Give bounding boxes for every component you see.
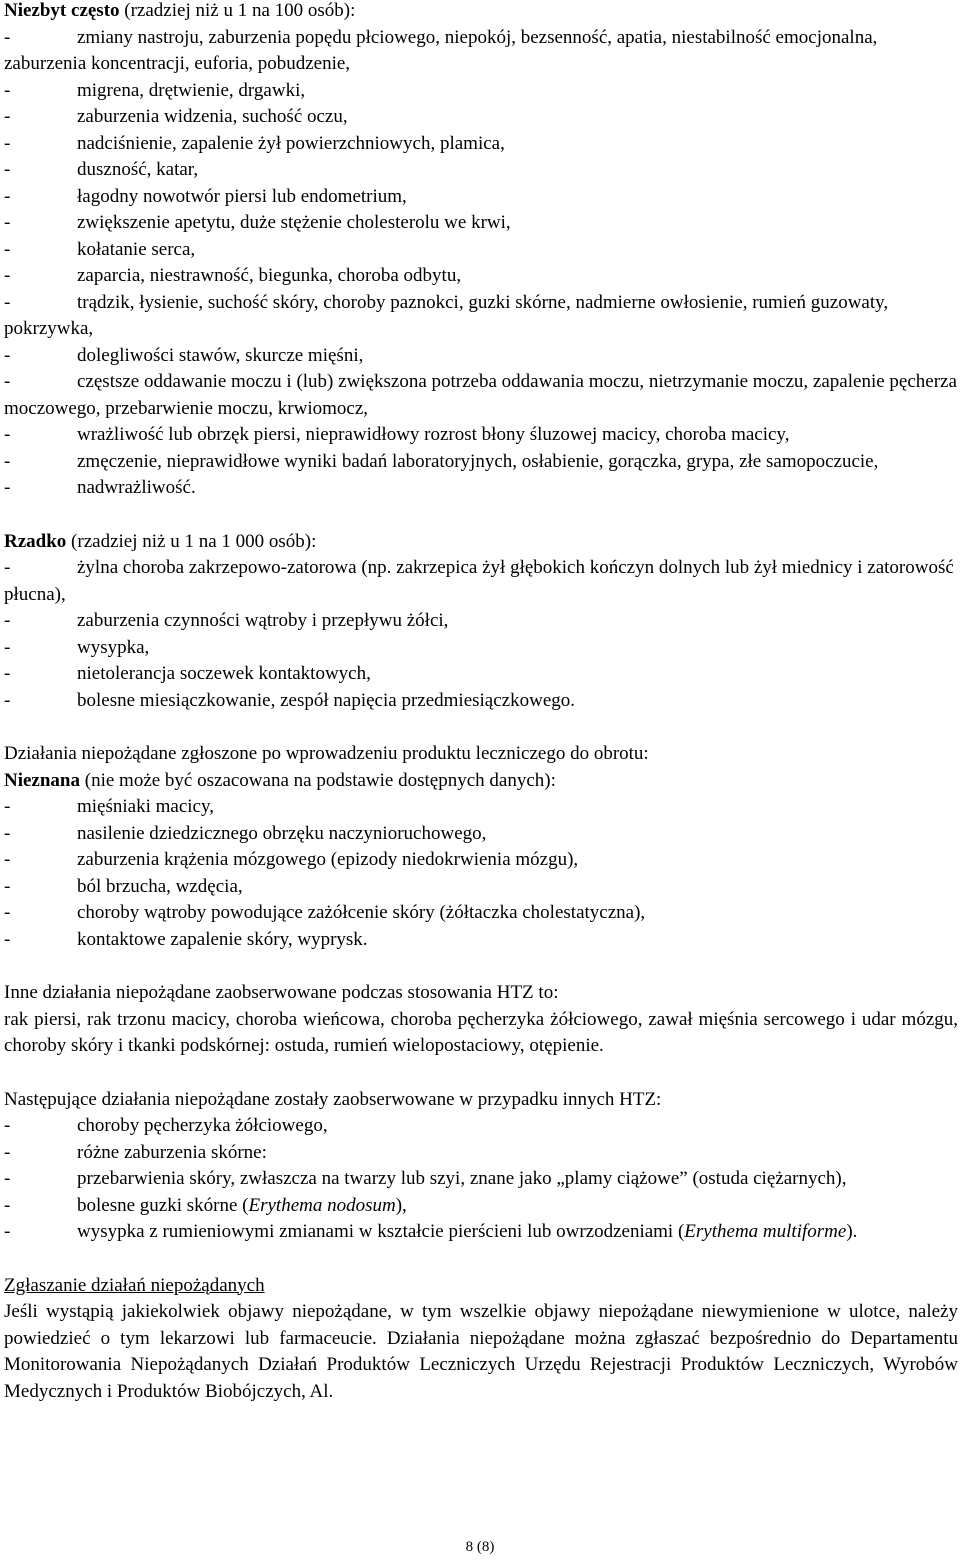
list-item-text: kontaktowe zapalenie skóry, wyprysk.	[77, 928, 368, 950]
list-item: - migrena, drętwienie, drgawki,	[4, 79, 306, 101]
effects-list	[4, 794, 958, 953]
section-reporting	[4, 1273, 958, 1406]
list-item-text: zaburzenia widzenia, suchość oczu,	[77, 106, 348, 127]
section-heading	[4, 768, 958, 795]
list-item-text: nadwrażliwość.	[77, 477, 196, 498]
frequency-desc: (rzadziej niż u 1 na 1 000 osób):	[66, 530, 317, 552]
section-uncommon	[4, 0, 958, 502]
list-item-text: duszność, katar,	[77, 159, 199, 180]
list-item: - duszność, katar,	[4, 159, 199, 180]
list-item-text: wrażliwość lub obrzęk piersi, nieprawidłowy rozrost błony śluzowej macicy, choroba macicy,	[77, 424, 790, 445]
list-item: - choroby wątroby powodujące zażółcenie skóry (żółtaczka cholestatyczna),	[4, 902, 646, 923]
section-other-htz	[4, 1087, 958, 1246]
list-item: - łagodny nowotwór piersi lub endometrium,	[4, 185, 407, 207]
list-item: - częstsze oddawanie moczu i (lub) zwiększona potrzeba oddawania moczu, nietrzymanie moczu, zapalenie pęcherza moczowego, przebarwienie moczu, krwiomocz,	[4, 371, 957, 419]
list-item: - wysypka z rumieniowymi zmianami w kształcie pierścieni lub owrzodzeniami (Erythema multiforme).	[4, 1221, 858, 1242]
list-item: - zaburzenia czynności wątroby i przepływu żółci,	[4, 610, 449, 631]
list-item-text: nasilenie dziedzicznego obrzęku naczynioruchowego,	[77, 822, 487, 844]
list-item: - wrażliwość lub obrzęk piersi, nieprawidłowy rozrost błony śluzowej macicy, choroba macicy,	[4, 424, 790, 445]
frequency-label: Rzadko	[4, 530, 67, 552]
section-heading	[4, 0, 958, 25]
list-item: - różne zaburzenia skórne:	[4, 1141, 267, 1163]
list-item: - ból brzucha, wzdęcia,	[4, 875, 243, 897]
list-item: - bolesne guzki skórne (Erythema nodosum),	[4, 1194, 407, 1216]
effects-list	[4, 555, 958, 714]
page-number: 8 (8)	[465, 1539, 495, 1555]
list-item-text: żylna choroba zakrzepowo-zatorowa (np. zakrzepica żył głębokich kończyn dolnych lub żył miednicy i zatorowość płucna),	[4, 557, 954, 605]
list-item-text: mięśniaki macicy,	[77, 796, 214, 817]
section-heading: Zgłaszanie działań niepożądanych	[4, 1274, 265, 1296]
frequency-desc: (rzadziej niż u 1 na 100 osób):	[119, 0, 356, 21]
list-item: - trądzik, łysienie, suchość skóry, choroby paznokci, guzki skórne, nadmierne owłosienie, rumień guzowaty, pokrzywka,	[4, 291, 889, 339]
section-text: rak piersi, rak trzonu macicy, choroba wieńcowa, choroba pęcherzyka żółciowego, zawał mięśnia sercowego i udar mózgu, choroby skóry i tkanki podskórnej: ostuda, rumień wielopostaciowy, otępienie.	[4, 1008, 958, 1056]
list-item-text: nietolerancja soczewek kontaktowych,	[77, 663, 371, 684]
list-item: - bolesne miesiączkowanie, zespół napięcia przedmiesiączkowego.	[4, 689, 576, 711]
document-page	[4, 0, 958, 1405]
section-rare	[4, 529, 958, 715]
list-item-text: zmiany nastroju, zaburzenia popędu płciowego, niepokój, bezsenność, apatia, niestabilność emocjonalna, zaburzenia koncentracji, euforia, pobudzenie,	[4, 26, 878, 74]
list-item: - zmęczenie, nieprawidłowe wyniki badań laboratoryjnych, osłabienie, gorączka, grypa, złe samopoczucie,	[4, 450, 879, 472]
section-intro: Działania niepożądane zgłoszone po wprowadzeniu produktu leczniczego do obrotu:	[4, 743, 649, 764]
list-item-text: częstsze oddawanie moczu i (lub) zwiększona potrzeba oddawania moczu, nietrzymanie moczu, zapalenie pęcherza moczowego, przebarwienie moczu, krwiomocz,	[4, 371, 957, 419]
list-item: - nadciśnienie, zapalenie żył powierzchniowych, plamica,	[4, 132, 505, 154]
list-item-text: łagodny nowotwór piersi lub endometrium,	[77, 185, 407, 207]
list-item-text: zaburzenia czynności wątroby i przepływu żółci,	[77, 610, 449, 631]
section-intro: Inne działania niepożądane zaobserwowane podczas stosowania HTZ to:	[4, 982, 559, 1003]
effects-list	[4, 25, 958, 502]
list-item: - przebarwienia skóry, zwłaszcza na twarzy lub szyi, znane jako „plamy ciążowe” (ostuda ciężarnych),	[4, 1168, 847, 1189]
list-item-text: zmęczenie, nieprawidłowe wyniki badań laboratoryjnych, osłabienie, gorączka, grypa, złe samopoczucie,	[77, 450, 879, 472]
list-item-text: wysypka,	[77, 636, 150, 658]
section-post-marketing	[4, 741, 958, 953]
section-heading	[4, 529, 958, 556]
section-htz	[4, 980, 958, 1060]
list-item: - nasilenie dziedzicznego obrzęku naczynioruchowego,	[4, 822, 487, 844]
latin-term: Erythema multiforme	[684, 1221, 847, 1242]
list-item-text: zaburzenia krążenia mózgowego (epizody niedokrwienia mózgu),	[77, 849, 579, 870]
list-item: - żylna choroba zakrzepowo-zatorowa (np. zakrzepica żył głębokich kończyn dolnych lub żył miednicy i zatorowość płucna),	[4, 557, 954, 605]
frequency-label: Niezbyt często	[4, 0, 120, 21]
list-item-text: kołatanie serca,	[77, 238, 196, 260]
list-item-text: nadciśnienie, zapalenie żył powierzchniowych, plamica,	[77, 132, 505, 154]
list-item: - zaparcia, niestrawność, biegunka, choroba odbytu,	[4, 265, 462, 286]
list-item-text: trądzik, łysienie, suchość skóry, choroby paznokci, guzki skórne, nadmierne owłosienie, rumień guzowaty, pokrzywka,	[4, 291, 889, 339]
list-item: - dolegliwości stawów, skurcze mięśni,	[4, 344, 364, 366]
frequency-desc: (nie może być oszacowana na podstawie dostępnych danych):	[80, 769, 556, 791]
list-item-text: bolesne miesiączkowanie, zespół napięcia przedmiesiączkowego.	[77, 689, 576, 711]
list-item: - wysypka,	[4, 636, 150, 658]
list-item: - nadwrażliwość.	[4, 477, 196, 498]
list-item-text: zwiększenie apetytu, duże stężenie cholesterolu we krwi,	[77, 212, 511, 233]
list-item-text: migrena, drętwienie, drgawki,	[77, 79, 306, 101]
list-item: - kontaktowe zapalenie skóry, wyprysk.	[4, 928, 368, 950]
list-item-text: dolegliwości stawów, skurcze mięśni,	[77, 344, 364, 366]
list-item: - mięśniaki macicy,	[4, 796, 214, 817]
list-item-text: zaparcia, niestrawność, biegunka, choroba odbytu,	[77, 265, 462, 286]
list-item: - zmiany nastroju, zaburzenia popędu płciowego, niepokój, bezsenność, apatia, niestabilność emocjonalna, zaburzenia koncentracji, euforia, pobudzenie,	[4, 26, 878, 74]
frequency-label: Nieznana	[4, 769, 80, 791]
list-item: - nietolerancja soczewek kontaktowych,	[4, 663, 371, 684]
list-item: - zaburzenia krążenia mózgowego (epizody niedokrwienia mózgu),	[4, 849, 579, 870]
list-item-text: ból brzucha, wzdęcia,	[77, 875, 243, 897]
section-intro: Następujące działania niepożądane zostały zaobserwowane w przypadku innych HTZ:	[4, 1088, 662, 1110]
list-item: - zaburzenia widzenia, suchość oczu,	[4, 106, 348, 127]
section-text: Jeśli wystąpią jakiekolwiek objawy niepożądane, w tym wszelkie objawy niepożądane niewymienione w ulotce, należy powiedzieć o tym lekarzowi lub farmaceucie. Działania niepożądane można zgłaszać bezpośrednio do Departamentu Monitorowania Niepożądanych Działań Produktów Leczniczych Urzędu Rejestracji Produktów Leczniczych, Wyrobów Medycznych i Produktów Biobójczych, Al.	[4, 1301, 958, 1402]
list-item: - zwiększenie apetytu, duże stężenie cholesterolu we krwi,	[4, 212, 511, 233]
list-item: - kołatanie serca,	[4, 238, 196, 260]
latin-term: Erythema nodosum	[248, 1194, 396, 1216]
list-item-text: choroby wątroby powodujące zażółcenie skóry (żółtaczka cholestatyczna),	[77, 902, 646, 923]
list-item: - choroby pęcherzyka żółciowego,	[4, 1115, 328, 1136]
